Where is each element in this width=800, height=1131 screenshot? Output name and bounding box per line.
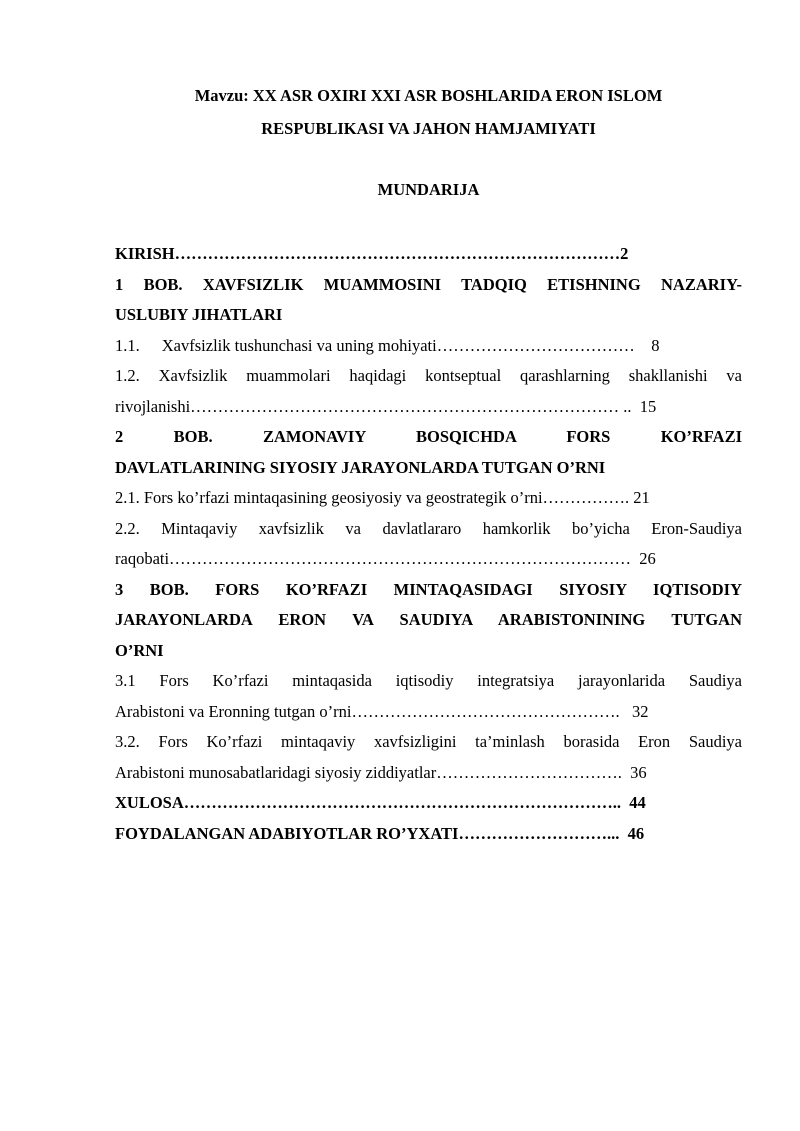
title-line-1: Mavzu: XX ASR OXIRI XXI ASR BOSHLARIDA ERON ISLOM bbox=[194, 86, 663, 105]
chapter-1-line-1: 1 BOB. XAVFSIZLIK MUAMMOSINI TADQIQ ETISHNING NAZARIY- bbox=[115, 274, 742, 294]
document-title bbox=[115, 79, 742, 145]
title-line-2: RESPUBLIKASI VA JAHON HAMJAMIYATI bbox=[261, 119, 596, 138]
contents-heading: MUNDARIJA bbox=[377, 180, 480, 199]
toc-entry-2-2 bbox=[115, 514, 742, 575]
chapter-3-line-2: JARAYONLARDA ERON VA SAUDIYA ARABISTONINING TUTGAN bbox=[115, 610, 742, 629]
toc-entry-3-2 bbox=[115, 727, 742, 788]
section-1-2-line-1: 1.2. Xavfsizlik muammolari haqidagi kontseptual qarashlarning shakllanishi va bbox=[115, 366, 742, 385]
table-of-contents bbox=[115, 239, 742, 849]
section-1-1-number: 1.1. bbox=[115, 335, 140, 355]
toc-entry-1-1 bbox=[115, 331, 742, 362]
section-3-1-line-1: 3.1 Fors Ko’rfazi mintaqasida iqtisodiy integratsiya jarayonlarida Saudiya bbox=[115, 671, 742, 690]
section-3-2-line-1: 3.2. Fors Ko’rfazi mintaqaviy xavfsizligini ta’minlash borasida Eron Saudiya bbox=[115, 732, 742, 751]
chapter-1-line-2: USLUBIY JIHATLARI bbox=[115, 305, 283, 324]
toc-entry-chapter-1 bbox=[115, 270, 742, 331]
toc-entry-chapter-2 bbox=[115, 422, 742, 483]
toc-entry-3-1 bbox=[115, 666, 742, 727]
section-3-2-line-2: Arabistoni munosabatlaridagi siyosiy ziddiyatlar……………………………. 36 bbox=[115, 762, 647, 782]
section-2-2-line-1: 2.2. Mintaqaviy xavfsizlik va davlatlararo hamkorlik bo’yicha Eron-Saudiya bbox=[115, 518, 742, 538]
toc-entry-2-1: 2.1. Fors ko’rfazi mintaqasining geosiyosiy va geostrategik o’rni……………. 21 bbox=[115, 488, 650, 507]
section-1-2-line-2: rivojlanishi…………………………………………………………………… .. 15 bbox=[115, 396, 657, 416]
chapter-2-line-1: 2 BOB. ZAMONAVIY BOSQICHDA FORS KO’RFAZI bbox=[115, 427, 742, 446]
chapter-3-line-3: O’RNI bbox=[115, 640, 164, 660]
toc-entry-xulosa: XULOSA…………………………………………………………………….. 44 bbox=[115, 793, 646, 812]
chapter-2-line-2: DAVLATLARINING SIYOSIY JARAYONLARDA TUTGAN O’RNI bbox=[115, 457, 606, 477]
section-1-1-text: Xavfsizlik tushunchasi va uning mohiyati……………………………… 8 bbox=[161, 335, 660, 355]
section-2-2-line-2: raqobati………………………………………………………………………… 26 bbox=[115, 549, 656, 568]
toc-entry-adabiyotlar: FOYDALANGAN ADABIYOTLAR RO’YXATI………………………... 46 bbox=[115, 823, 645, 843]
toc-entry-chapter-3 bbox=[115, 575, 742, 667]
toc-entry-kirish: KIRISH………………………………………………………………………2 bbox=[115, 244, 629, 263]
section-3-1-line-2: Arabistoni va Eronning tutgan o’rni…………………………………………. 32 bbox=[115, 701, 649, 721]
chapter-3-line-1: 3 BOB. FORS KO’RFAZI MINTAQASIDAGI SIYOSIY IQTISODIY bbox=[115, 579, 742, 599]
toc-entry-1-2 bbox=[115, 361, 742, 422]
